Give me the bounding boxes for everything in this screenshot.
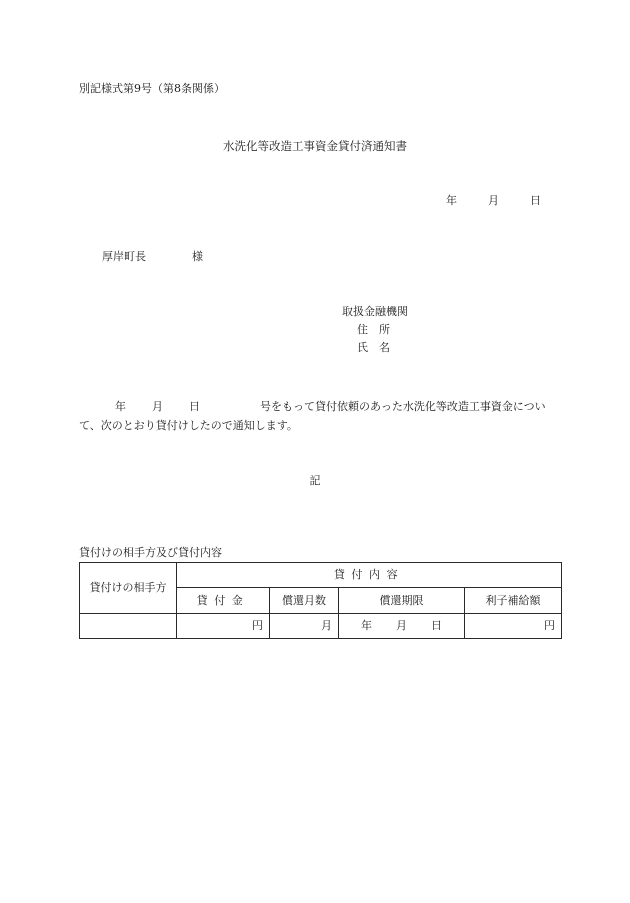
addressee-name: 厚岸町長 [102,250,146,263]
cell-months[interactable]: 月 [270,614,339,639]
form-number: 別記様式第9号（第8条関係） [79,82,225,95]
addressee-honorific: 様 [192,250,203,263]
period-month: 月 [396,619,407,632]
institution-block [342,305,408,359]
header-period: 償還期限 [339,588,465,614]
institution-name-label: 氏 名 [357,341,390,354]
date-line [446,194,541,208]
body-text: 号をもって貸付依頼のあった水洗化等改造工事資金について、次のとおり貸付けしたので通知します。 [79,400,546,432]
cell-interest[interactable]: 円 [465,614,562,639]
body-day: 日 [189,400,200,413]
ki-heading: 記 [309,474,321,487]
date-year-label: 年 [446,194,457,207]
header-party: 貸付けの相手方 [80,563,177,614]
document-title: 水洗化等改造工事資金貸付済通知書 [223,139,407,153]
table-row [80,614,562,639]
date-day-label: 日 [530,194,541,207]
period-year: 年 [361,619,372,632]
cell-party[interactable] [80,614,177,639]
header-months: 償還月数 [270,588,339,614]
body-year: 年 [115,400,126,413]
table-header-row [80,563,562,588]
loan-table [79,562,562,639]
header-interest: 利子補給額 [465,588,562,614]
institution-address-label: 住 所 [357,323,390,336]
cell-amount[interactable]: 円 [177,614,270,639]
header-content: 貸付内容 [177,563,562,588]
body-month: 月 [152,400,163,413]
institution-label: 取扱金融機関 [342,305,408,318]
cell-period[interactable] [339,614,465,639]
period-day: 日 [431,619,442,632]
notice-body [79,397,564,435]
date-month-label: 月 [488,194,499,207]
addressee [102,250,203,264]
header-amount: 貸付金 [177,588,270,614]
table-caption: 貸付けの相手方及び貸付内容 [79,546,222,559]
